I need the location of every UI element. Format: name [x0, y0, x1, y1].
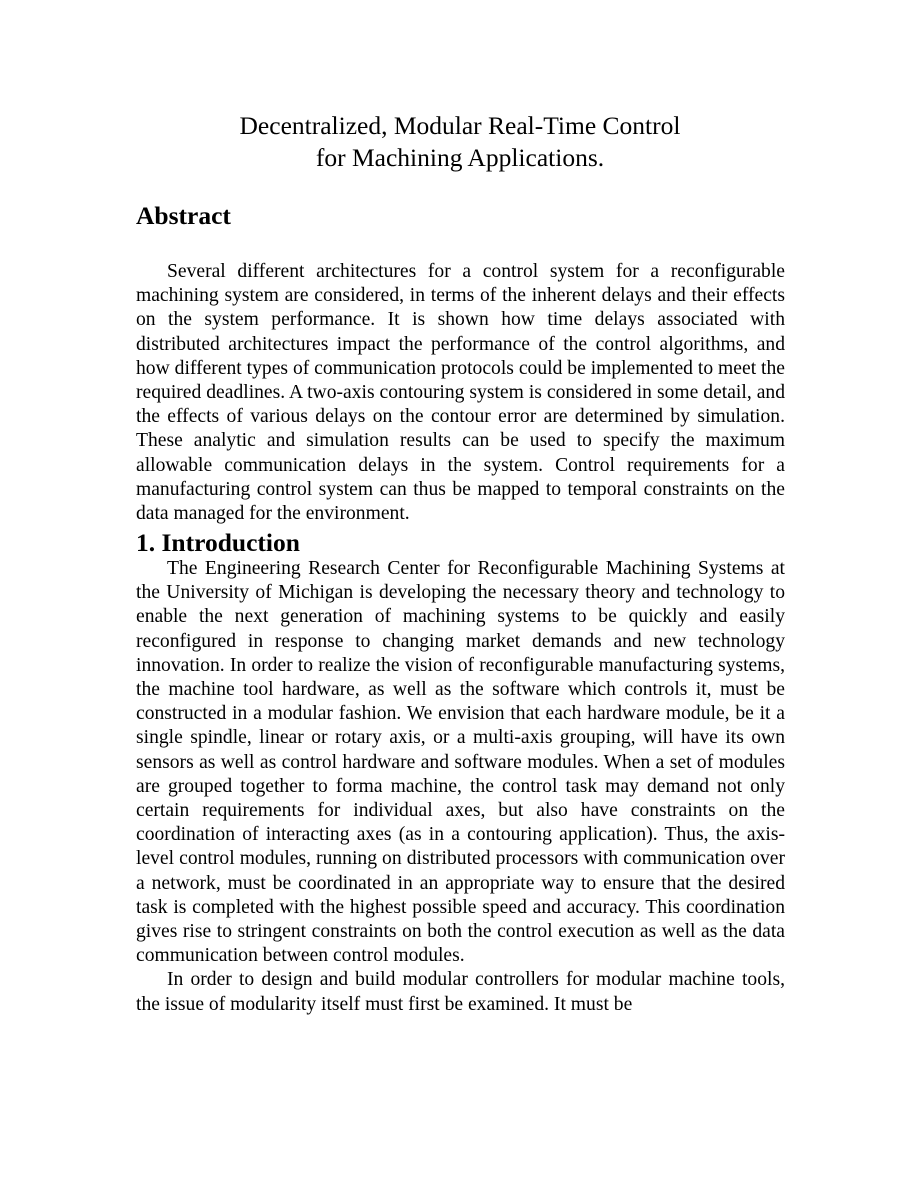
introduction-paragraph-1: The Engineering Research Center for Reconfigurable Machining Systems at the University of Michigan is developing the necessary theory and technology to enable the next generation of machining systems to be quickly and easily reconfigured in response to changing market demands and new technology innovation. In order to realize the vision of reconfigurable manufacturing systems, the machine tool hardware, as well as the software which controls it, must be constructed in a modular fashion. We envision that each hardware module, be it a single spindle, linear or rotary axis, or a multi-axis grouping, will have its own sensors as well as control hardware and software modules. When a set of modules are grouped together to forma machine, the control task may demand not only certain requirements for individual axes, but also have constraints on the coordination of interacting axes (as in a contouring application). Thus, the axis-level control modules, running on distributed processors with communication over a network, must be coordinated in an appropriate way to ensure that the desired task is completed with the highest possible speed and accuracy. This coordination gives rise to stringent constraints on both the control execution as well as the data communication between control modules.	[136, 558, 785, 967]
abstract-body	[136, 260, 785, 526]
title-line-1: Decentralized, Modular Real-Time Control	[239, 111, 681, 140]
introduction-heading: 1. Introduction	[136, 528, 300, 557]
introduction-body	[136, 557, 785, 1017]
abstract-paragraph: Several different architectures for a control system for a reconfigurable machining system are considered, in terms of the inherent delays and their effects on the system performance. It is shown how time delays associated with distributed architectures impact the performance of the control algorithms, and how different types of communication protocols could be implemented to meet the required deadlines. A two-axis contouring system is considered in some detail, and the effects of various delays on the contour error are determined by simulation. These analytic and simulation results can be used to specify the maximum allowable communication delays in the system. Control requirements for a manufacturing control system can thus be mapped to temporal constraints on the data managed for the environment.	[136, 261, 785, 525]
introduction-paragraph-2: In order to design and build modular controllers for modular machine tools, the issue of modularity itself must first be examined. It must be	[136, 969, 785, 1015]
title-line-2: for Machining Applications.	[315, 143, 605, 172]
abstract-heading: Abstract	[136, 201, 231, 230]
paper-title	[0, 110, 920, 174]
